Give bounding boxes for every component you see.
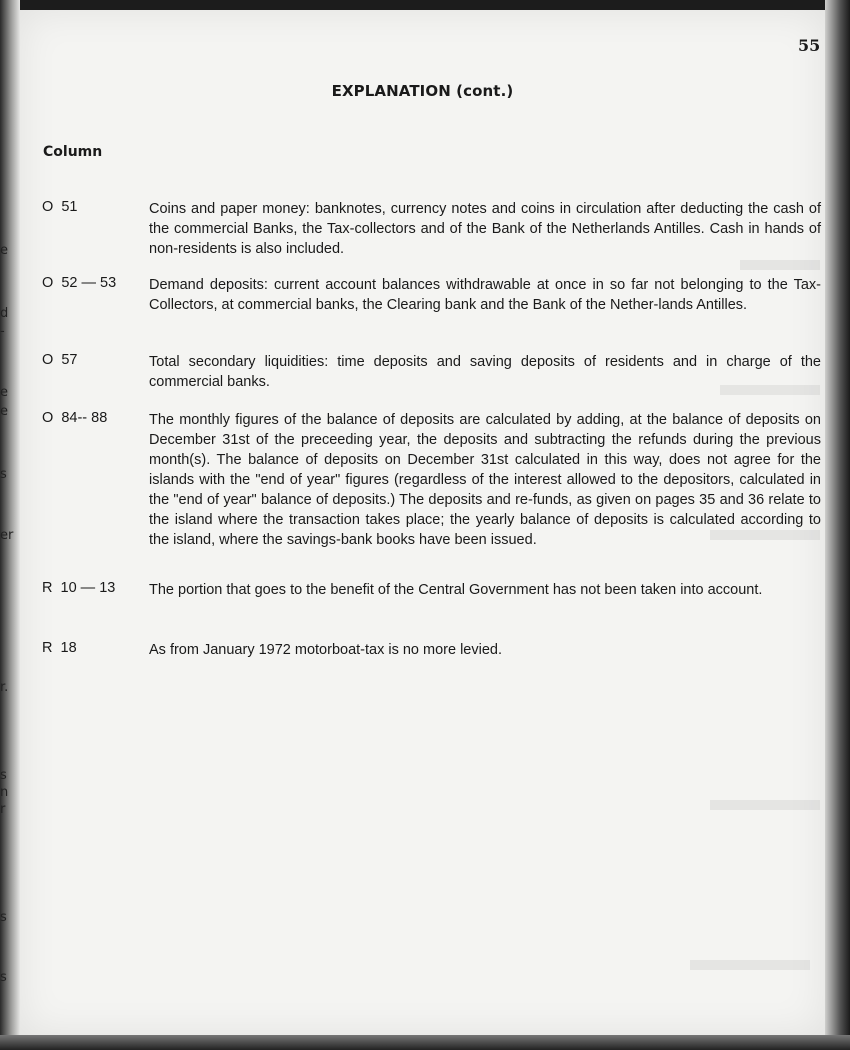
margin-fragment: r (0, 802, 6, 817)
explanation-text: Coins and paper money: banknotes, currency notes and coins in circulation after deducting the cash of the commercial Banks, the Tax-collectors and of the Bank of the Netherlands Antilles. Cash in hands of non-residents is also included. (149, 201, 821, 257)
show-through-mark (690, 960, 810, 970)
column-reference: O 57 (42, 352, 78, 368)
margin-fragment: e (0, 404, 8, 419)
margin-fragment: e (0, 385, 8, 400)
document-page (20, 10, 825, 1035)
explanation-text: As from January 1972 motorboat-tax is no more levied. (149, 642, 502, 658)
show-through-mark (740, 260, 820, 270)
bottom-scanner-border (0, 1035, 850, 1050)
margin-fragment: s (0, 910, 7, 925)
margin-fragment: e (0, 243, 8, 258)
explanation-text: Demand deposits: current account balances withdrawable at once in so far not belonging to the Tax-Collectors, at commercial banks, the Clearing bank and the Bank of the Nether-lands Antilles. (149, 277, 821, 313)
margin-fragment: r. (0, 680, 9, 695)
show-through-mark (710, 800, 820, 810)
column-reference: R 18 (42, 640, 77, 656)
explanation-text: The portion that goes to the benefit of the Central Government has not been taken into account. (149, 582, 763, 598)
margin-fragment: s (0, 768, 7, 783)
column-reference: O 51 (42, 199, 78, 215)
right-scanner-border (825, 0, 850, 1050)
margin-fragment: s (0, 467, 7, 482)
explanation-text: The monthly figures of the balance of deposits are calculated by adding, at the balance of deposits on December 31st of the preceeding year, the deposits and subtracting the refunds during the previous month(s). The balance of deposits on December 31st calculated in this way, does not agree for the islands with the "end of year" figures (regardless of the interest allowed to the depositors, calculated in the "end of year" balance of deposits.) The deposits and re-funds, as given on pages 35 and 36 relate to the island where the transaction takes place; the yearly balance of deposits is calculated according to the island, where the savings-bank books have been issued. (149, 412, 821, 548)
margin-fragment: s (0, 970, 7, 985)
column-reference: R 10 — 13 (42, 580, 116, 596)
column-reference: O 52 — 53 (42, 275, 117, 291)
margin-fragment: d (0, 306, 9, 321)
column-reference: O 84-- 88 (42, 410, 108, 426)
column-header: Column (43, 144, 103, 160)
page-number: 55 (798, 36, 821, 55)
margin-fragment: - (0, 324, 5, 339)
left-page-edge (0, 0, 20, 1050)
page-title: EXPLANATION (cont.) (331, 82, 514, 100)
explanation-text: Total secondary liquidities: time deposits and saving deposits of residents and in charge of the commercial banks. (149, 354, 821, 390)
margin-fragment: er (0, 528, 14, 543)
margin-fragment: n (0, 785, 9, 800)
